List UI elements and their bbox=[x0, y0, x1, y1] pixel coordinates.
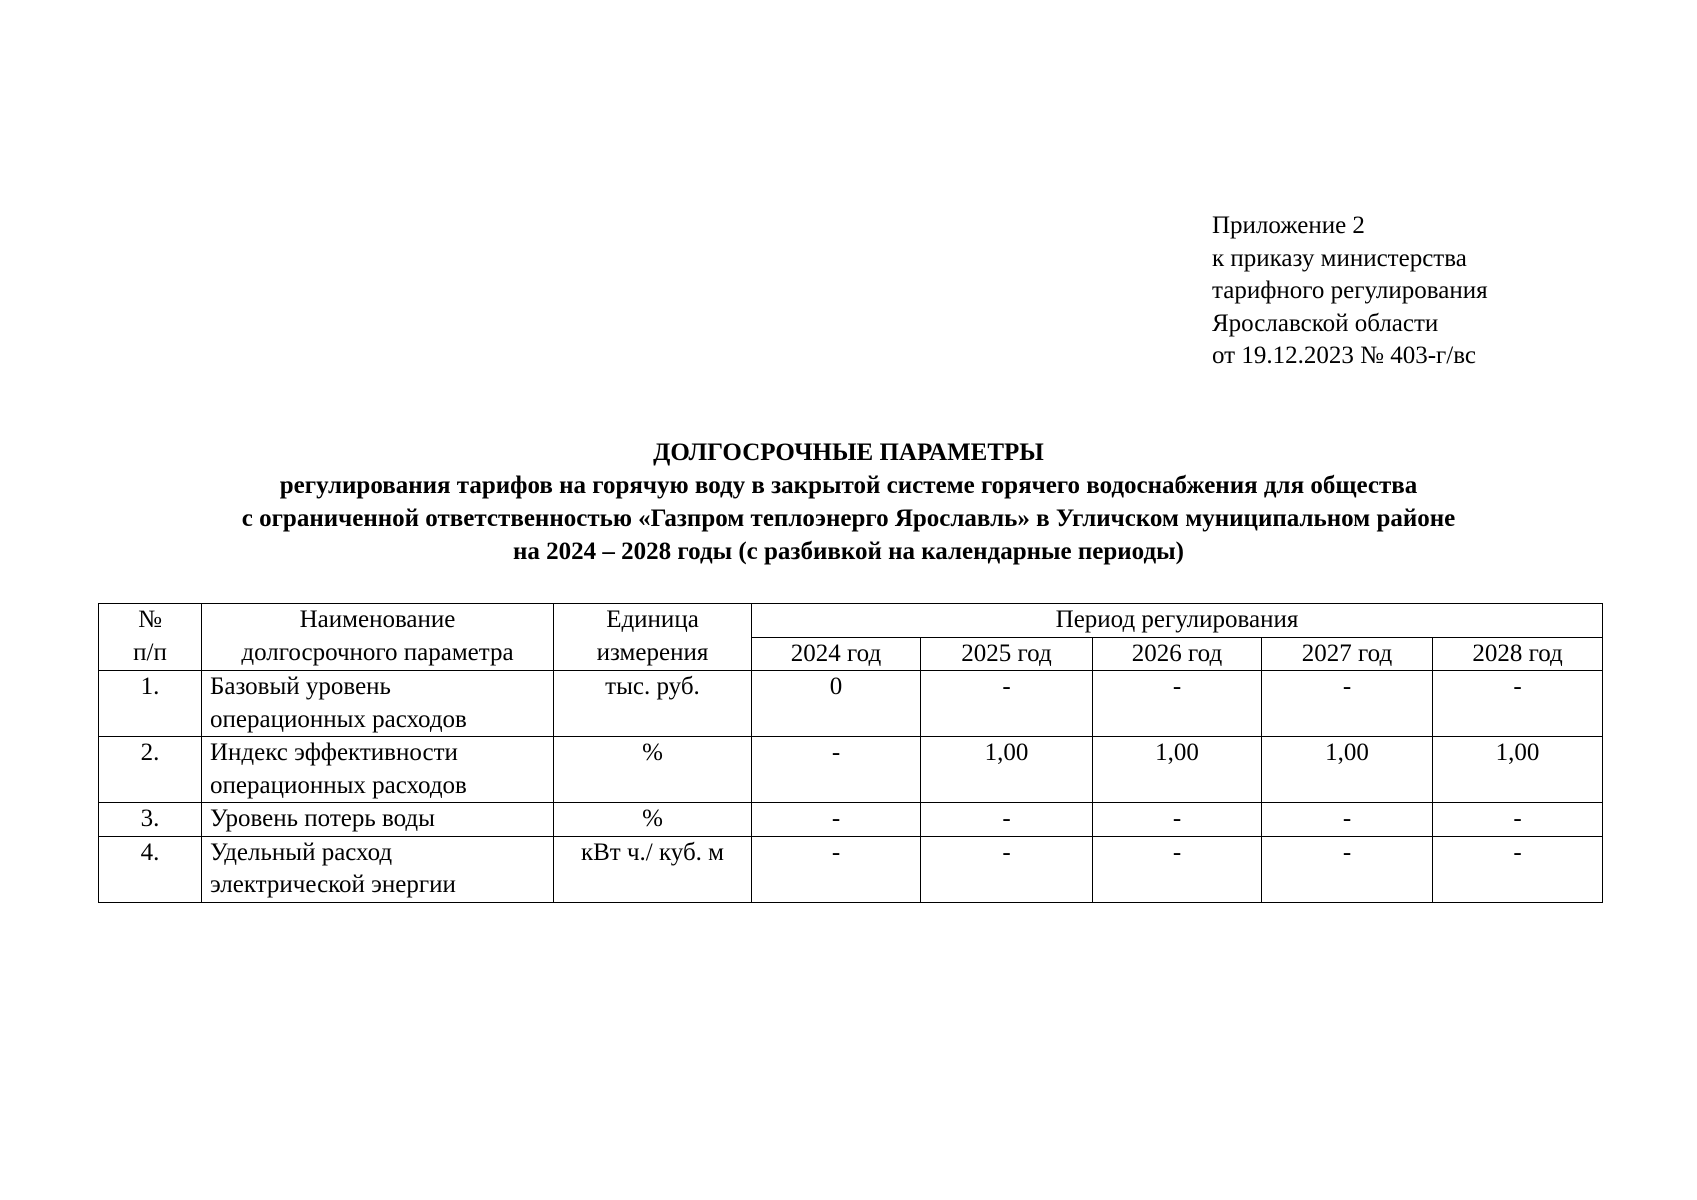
header-unit bbox=[554, 604, 752, 671]
header-unit-line: измерения bbox=[596, 638, 709, 666]
header-num-line: № bbox=[138, 606, 162, 633]
document-title bbox=[0, 436, 1697, 568]
appendix-line: от 19.12.2023 № 403-г/вс bbox=[1212, 342, 1476, 369]
row-value: 1,00 bbox=[1262, 737, 1433, 803]
row-unit: % bbox=[554, 737, 752, 803]
header-num-line: п/п bbox=[133, 638, 167, 666]
row-name-line: операционных расходов bbox=[210, 705, 467, 733]
header-num bbox=[99, 604, 202, 671]
row-unit: тыс. руб. bbox=[554, 671, 752, 737]
row-unit: % bbox=[554, 803, 752, 837]
row-value: - bbox=[1433, 803, 1603, 837]
title-main: ДОЛГОСРОЧНЫЕ ПАРАМЕТРЫ bbox=[653, 439, 1044, 466]
row-value: 1,00 bbox=[1093, 737, 1262, 803]
table-row bbox=[99, 836, 1603, 902]
title-line: с ограниченной ответственностью «Газпром теплоэнерго Ярославль» в Угличском муниципальном районе bbox=[241, 505, 1456, 532]
row-value: - bbox=[752, 803, 921, 837]
row-name bbox=[202, 803, 554, 837]
header-year: 2026 год bbox=[1093, 637, 1262, 671]
table-row bbox=[99, 737, 1603, 803]
appendix-line: к приказу министерства bbox=[1212, 244, 1467, 272]
table-row bbox=[99, 803, 1603, 837]
row-name-line: электрической энергии bbox=[210, 871, 456, 898]
title-line: регулирования тарифов на горячую воду в закрытой системе горячего водоснабжения для общества bbox=[279, 472, 1418, 499]
row-num: 4. bbox=[99, 836, 202, 902]
row-num: 3. bbox=[99, 803, 202, 837]
row-value: 1,00 bbox=[921, 737, 1093, 803]
row-name-line: Индекс эффективности bbox=[210, 739, 458, 766]
row-value: - bbox=[752, 737, 921, 803]
row-value: - bbox=[752, 836, 921, 902]
table-header-row bbox=[99, 604, 1603, 638]
appendix-line: Ярославской области bbox=[1212, 309, 1439, 337]
row-value: - bbox=[1262, 803, 1433, 837]
table-row bbox=[99, 671, 1603, 737]
row-name bbox=[202, 737, 554, 803]
header-unit-line: Единица bbox=[606, 606, 699, 633]
header-name-line: долгосрочного параметра bbox=[241, 638, 514, 666]
header-year: 2027 год bbox=[1262, 637, 1433, 671]
row-unit: кВт ч./ куб. м bbox=[554, 836, 752, 902]
row-value: - bbox=[921, 836, 1093, 902]
title-line: на 2024 – 2028 годы (с разбивкой на календарные периоды) bbox=[513, 538, 1184, 565]
parameters-table bbox=[98, 603, 1603, 903]
row-num: 1. bbox=[99, 671, 202, 737]
row-value: - bbox=[1433, 671, 1603, 737]
appendix-line: тарифного регулирования bbox=[1212, 277, 1488, 304]
row-name-line: Базовый уровень bbox=[210, 673, 391, 700]
row-value: - bbox=[921, 671, 1093, 737]
row-name-line: Уровень потерь воды bbox=[210, 805, 435, 832]
header-period: Период регулирования bbox=[752, 604, 1603, 638]
row-value: - bbox=[1433, 836, 1603, 902]
header-name bbox=[202, 604, 554, 671]
header-year: 2024 год bbox=[752, 637, 921, 671]
row-value: - bbox=[1093, 836, 1262, 902]
row-name-line: операционных расходов bbox=[210, 771, 467, 799]
row-value: 1,00 bbox=[1433, 737, 1603, 803]
row-value: - bbox=[1093, 803, 1262, 837]
row-value: - bbox=[1262, 836, 1433, 902]
row-value: - bbox=[921, 803, 1093, 837]
row-value: - bbox=[1262, 671, 1433, 737]
row-value: 0 bbox=[752, 671, 921, 737]
appendix-block bbox=[1212, 210, 1488, 373]
header-year: 2028 год bbox=[1433, 637, 1603, 671]
row-name bbox=[202, 671, 554, 737]
row-name-line: Удельный расход bbox=[210, 838, 393, 866]
appendix-line: Приложение 2 bbox=[1212, 212, 1365, 239]
header-name-line: Наименование bbox=[299, 606, 456, 633]
row-name bbox=[202, 836, 554, 902]
row-value: - bbox=[1093, 671, 1262, 737]
header-year: 2025 год bbox=[921, 637, 1093, 671]
row-num: 2. bbox=[99, 737, 202, 803]
